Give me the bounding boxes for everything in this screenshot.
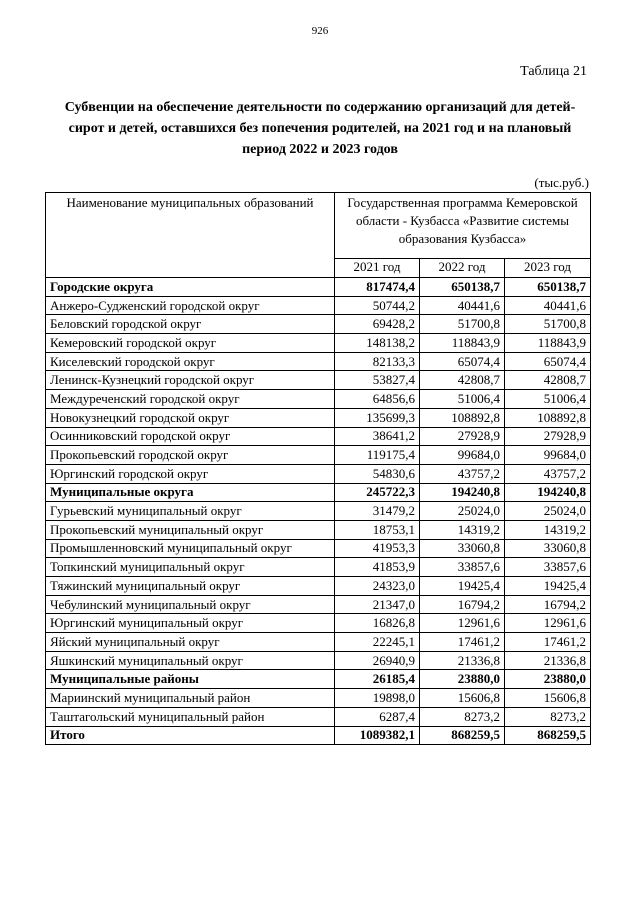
table-row <box>46 520 591 539</box>
value-2022: 23880,0 <box>420 670 505 689</box>
value-2021: 22245,1 <box>335 633 420 652</box>
units-label: (тыс.руб.) <box>534 175 589 190</box>
value-2021: 817474,4 <box>335 278 420 297</box>
value-2022: 12961,6 <box>420 614 505 633</box>
document-title: Субвенции на обеспечение деятельности по содержанию организаций для детей-сирот и детей, оставшихся без попечения родителей, на 2021 год и на плановый период 2022 и 2023 годов <box>64 100 576 157</box>
value-2022: 33060,8 <box>420 539 505 558</box>
value-2021: 1089382,1 <box>335 726 420 745</box>
value-2022: 51700,8 <box>420 315 505 334</box>
value-2023: 868259,5 <box>505 726 591 745</box>
row-name: Мариинский муниципальный район <box>46 689 335 708</box>
value-2021: 41853,9 <box>335 558 420 577</box>
value-2021: 148138,2 <box>335 334 420 353</box>
value-2022: 118843,9 <box>420 334 505 353</box>
row-name: Муниципальные округа <box>46 483 335 502</box>
value-2021: 6287,4 <box>335 707 420 726</box>
value-2023: 17461,2 <box>505 633 591 652</box>
value-2023: 194240,8 <box>505 483 591 502</box>
value-2022: 25024,0 <box>420 502 505 521</box>
row-name: Чебулинский муниципальный округ <box>46 595 335 614</box>
value-2022: 40441,6 <box>420 296 505 315</box>
value-2021: 38641,2 <box>335 427 420 446</box>
table-row <box>46 689 591 708</box>
table-row <box>46 427 591 446</box>
value-2021: 31479,2 <box>335 502 420 521</box>
value-2021: 21347,0 <box>335 595 420 614</box>
row-name: Кемеровский городской округ <box>46 334 335 353</box>
row-name: Осинниковский городской округ <box>46 427 335 446</box>
value-2022: 33857,6 <box>420 558 505 577</box>
table-row <box>46 296 591 315</box>
value-2021: 53827,4 <box>335 371 420 390</box>
value-2023: 19425,4 <box>505 577 591 596</box>
value-2023: 33857,6 <box>505 558 591 577</box>
table-row <box>46 707 591 726</box>
table-row <box>46 595 591 614</box>
value-2022: 8273,2 <box>420 707 505 726</box>
value-2023: 650138,7 <box>505 278 591 297</box>
value-2022: 21336,8 <box>420 651 505 670</box>
column-header-program: Государственная программа Кемеровской области - Кузбасса «Развитие системы образования Кузбасса» <box>335 193 591 259</box>
row-name: Междуреченский городской округ <box>46 390 335 409</box>
value-2023: 42808,7 <box>505 371 591 390</box>
value-2022: 19425,4 <box>420 577 505 596</box>
table-row <box>46 464 591 483</box>
value-2021: 69428,2 <box>335 315 420 334</box>
value-2022: 868259,5 <box>420 726 505 745</box>
table-label: Таблица 21 <box>520 64 587 79</box>
value-2022: 42808,7 <box>420 371 505 390</box>
value-2021: 64856,6 <box>335 390 420 409</box>
value-2022: 14319,2 <box>420 520 505 539</box>
value-2023: 65074,4 <box>505 352 591 371</box>
column-header-2021: 2021 год <box>335 259 420 278</box>
value-2023: 43757,2 <box>505 464 591 483</box>
value-2023: 51700,8 <box>505 315 591 334</box>
table-row <box>46 371 591 390</box>
table-group-row <box>46 483 591 502</box>
value-2023: 14319,2 <box>505 520 591 539</box>
table-row <box>46 614 591 633</box>
table-row <box>46 390 591 409</box>
table-group-row <box>46 278 591 297</box>
value-2021: 19898,0 <box>335 689 420 708</box>
value-2023: 23880,0 <box>505 670 591 689</box>
value-2022: 27928,9 <box>420 427 505 446</box>
value-2021: 135699,3 <box>335 408 420 427</box>
row-name: Ленинск-Кузнецкий городской округ <box>46 371 335 390</box>
row-name: Киселевский городской округ <box>46 352 335 371</box>
table-group-row <box>46 726 591 745</box>
value-2022: 194240,8 <box>420 483 505 502</box>
row-name: Таштагольский муниципальный район <box>46 707 335 726</box>
row-name: Тяжинский муниципальный округ <box>46 577 335 596</box>
value-2022: 65074,4 <box>420 352 505 371</box>
row-name: Анжеро-Судженский городской округ <box>46 296 335 315</box>
value-2023: 51006,4 <box>505 390 591 409</box>
table-row <box>46 633 591 652</box>
value-2021: 26185,4 <box>335 670 420 689</box>
value-2022: 51006,4 <box>420 390 505 409</box>
value-2023: 21336,8 <box>505 651 591 670</box>
value-2021: 41953,3 <box>335 539 420 558</box>
row-name: Юргинский муниципальный округ <box>46 614 335 633</box>
value-2022: 16794,2 <box>420 595 505 614</box>
value-2022: 650138,7 <box>420 278 505 297</box>
row-name: Яшкинский муниципальный округ <box>46 651 335 670</box>
row-name: Городские округа <box>46 278 335 297</box>
value-2023: 99684,0 <box>505 446 591 465</box>
value-2021: 50744,2 <box>335 296 420 315</box>
value-2022: 43757,2 <box>420 464 505 483</box>
table-body <box>46 278 591 745</box>
value-2022: 108892,8 <box>420 408 505 427</box>
value-2023: 108892,8 <box>505 408 591 427</box>
row-name: Беловский городской округ <box>46 315 335 334</box>
row-name: Гурьевский муниципальный округ <box>46 502 335 521</box>
table-group-row <box>46 670 591 689</box>
value-2021: 16826,8 <box>335 614 420 633</box>
table-row <box>46 558 591 577</box>
table-row <box>46 502 591 521</box>
row-name: Яйский муниципальный округ <box>46 633 335 652</box>
table-row <box>46 446 591 465</box>
value-2021: 24323,0 <box>335 577 420 596</box>
value-2022: 99684,0 <box>420 446 505 465</box>
table-row <box>46 539 591 558</box>
value-2023: 8273,2 <box>505 707 591 726</box>
row-name: Прокопьевский городской округ <box>46 446 335 465</box>
row-name: Юргинский городской округ <box>46 464 335 483</box>
subventions-table <box>45 192 591 745</box>
value-2021: 245722,3 <box>335 483 420 502</box>
row-name: Прокопьевский муниципальный округ <box>46 520 335 539</box>
row-name: Промышленновский муниципальный округ <box>46 539 335 558</box>
row-name: Топкинский муниципальный округ <box>46 558 335 577</box>
table-row <box>46 334 591 353</box>
row-name: Муниципальные районы <box>46 670 335 689</box>
table-row <box>46 315 591 334</box>
table-row <box>46 408 591 427</box>
value-2023: 15606,8 <box>505 689 591 708</box>
value-2021: 18753,1 <box>335 520 420 539</box>
value-2023: 25024,0 <box>505 502 591 521</box>
page-number: 926 <box>311 25 329 37</box>
table-row <box>46 352 591 371</box>
value-2021: 26940,9 <box>335 651 420 670</box>
row-name: Итого <box>46 726 335 745</box>
value-2021: 119175,4 <box>335 446 420 465</box>
value-2023: 27928,9 <box>505 427 591 446</box>
value-2023: 33060,8 <box>505 539 591 558</box>
value-2022: 15606,8 <box>420 689 505 708</box>
column-header-2022: 2022 год <box>420 259 505 278</box>
value-2023: 16794,2 <box>505 595 591 614</box>
table-row <box>46 577 591 596</box>
value-2023: 118843,9 <box>505 334 591 353</box>
column-header-name: Наименование муниципальных образований <box>46 193 335 278</box>
row-name: Новокузнецкий городской округ <box>46 408 335 427</box>
table-row <box>46 651 591 670</box>
value-2023: 40441,6 <box>505 296 591 315</box>
value-2021: 54830,6 <box>335 464 420 483</box>
column-header-2023: 2023 год <box>505 259 591 278</box>
value-2023: 12961,6 <box>505 614 591 633</box>
value-2022: 17461,2 <box>420 633 505 652</box>
value-2021: 82133,3 <box>335 352 420 371</box>
